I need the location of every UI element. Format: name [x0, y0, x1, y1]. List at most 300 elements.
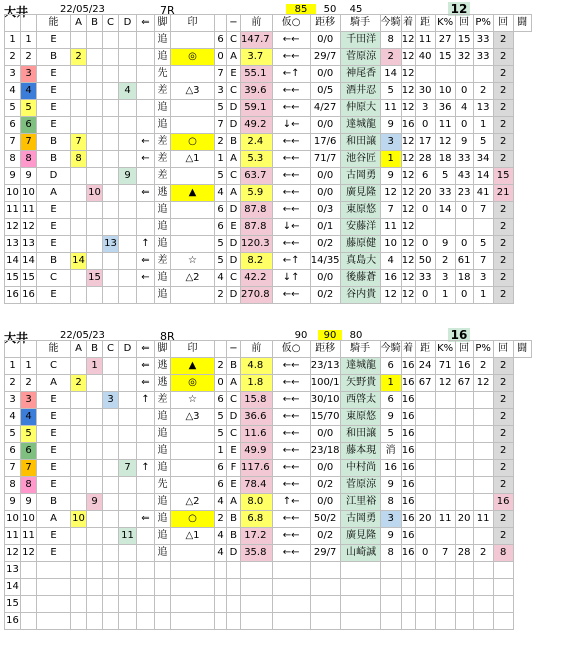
cell-p3: 7: [473, 253, 493, 270]
cell-ab: E: [37, 392, 71, 409]
cell-ch: 11: [380, 100, 401, 117]
cell-p3: 13: [473, 100, 493, 117]
cell-p: [227, 562, 241, 579]
cell-ch: 5: [380, 426, 401, 443]
cell-b: [87, 579, 103, 596]
cell-ds: 12: [401, 185, 415, 202]
race-table: [4, 14, 532, 304]
cell-ab: E: [37, 100, 71, 117]
row-number: 1: [5, 358, 21, 375]
cell-mk: ◎: [171, 49, 215, 66]
cell-f: 2: [493, 528, 513, 545]
cell-p3: 33: [473, 49, 493, 66]
cell-ab: B: [37, 494, 71, 511]
row-number: 3: [5, 392, 21, 409]
cell-arr: [137, 32, 155, 49]
table-row: [5, 375, 532, 392]
cell-a: [71, 494, 87, 511]
table-row: [5, 392, 532, 409]
cell-k2: 15: [435, 49, 455, 66]
cell-time: 8.2: [241, 253, 273, 270]
table-row: [5, 409, 532, 426]
cell-st: [155, 579, 171, 596]
cell-b: [87, 66, 103, 83]
cell-c: 3: [103, 392, 119, 409]
cell-p: C: [227, 83, 241, 100]
cell-ds: 16: [401, 528, 415, 545]
cell-f: 2: [493, 375, 513, 392]
cell-f: 16: [493, 494, 513, 511]
cell-now: 後藤蒼: [340, 270, 380, 287]
cell-f: 2: [493, 83, 513, 100]
cell-k2: [435, 613, 455, 630]
cell-ds: [401, 613, 415, 630]
cell-w: 11: [21, 528, 37, 545]
cell-p3: 11: [473, 511, 493, 528]
header-cell: 距移: [310, 341, 340, 358]
cell-ds: 12: [401, 253, 415, 270]
cell-time: 78.4: [241, 477, 273, 494]
cell-ch: 14: [380, 66, 401, 83]
cell-mk: △2: [171, 494, 215, 511]
cell-p3: [473, 477, 493, 494]
cell-mk: ☆: [171, 392, 215, 409]
cell-f: 2: [493, 270, 513, 287]
cell-f: [493, 562, 513, 579]
cell-f: 2: [493, 236, 513, 253]
cell-k: 20: [415, 511, 435, 528]
header-cell: 距移: [310, 15, 340, 32]
cell-arr: ←: [137, 270, 155, 287]
cell-arr: ↑: [137, 236, 155, 253]
cell-p2: [455, 596, 473, 613]
cell-st: 追: [155, 511, 171, 528]
cell-k: 28: [415, 151, 435, 168]
cell-jk: [310, 562, 340, 579]
cell-d: [119, 443, 137, 460]
cell-p3: [473, 409, 493, 426]
header-cell: 前: [241, 15, 273, 32]
cell-st: 追: [155, 545, 171, 562]
cell-w: 1: [21, 358, 37, 375]
cell-c: [103, 562, 119, 579]
cell-arr: ←: [137, 151, 155, 168]
cell-k2: [435, 528, 455, 545]
cell-st: 追: [155, 219, 171, 236]
cell-p2: 32: [455, 49, 473, 66]
cell-jk: 50/2: [310, 511, 340, 528]
cell-ds: 16: [401, 392, 415, 409]
cell-st: 追: [155, 270, 171, 287]
cell-mk: [171, 477, 215, 494]
cell-f: 2: [493, 151, 513, 168]
cell-dm: ←←: [272, 185, 310, 202]
cell-dm: ←←: [272, 49, 310, 66]
cell-a: [71, 270, 87, 287]
cell-p3: [473, 219, 493, 236]
cell-p3: [473, 494, 493, 511]
cell-m2: 1: [215, 151, 227, 168]
table-row: [5, 613, 532, 630]
cell-dm: ←←: [272, 134, 310, 151]
cell-dm: ←←: [272, 358, 310, 375]
cell-arr: [137, 117, 155, 134]
table-row: [5, 545, 532, 562]
header-cell: 前: [241, 341, 273, 358]
cell-f: 2: [493, 477, 513, 494]
header-cell: [5, 341, 21, 358]
cell-now: 菅原涼: [340, 49, 380, 66]
cell-time: 55.1: [241, 66, 273, 83]
cell-arr: ←: [137, 134, 155, 151]
header-cell: −: [227, 15, 241, 32]
cell-w: 1: [21, 32, 37, 49]
cell-jk: [310, 613, 340, 630]
cell-ds: 12: [401, 32, 415, 49]
cell-p2: 67: [455, 375, 473, 392]
cell-m2: 1: [215, 443, 227, 460]
cell-p2: [455, 460, 473, 477]
cell-ab: E: [37, 426, 71, 443]
cell-time: 270.8: [241, 287, 273, 304]
cell-a: [71, 596, 87, 613]
cell-f: [493, 613, 513, 630]
cell-mk: [171, 596, 215, 613]
cell-p2: 9: [455, 134, 473, 151]
cell-now: 山崎誠: [340, 545, 380, 562]
cell-jk: 29/7: [310, 49, 340, 66]
cell-f: [493, 596, 513, 613]
row-number: 12: [5, 545, 21, 562]
cell-p: B: [227, 134, 241, 151]
cell-ab: E: [37, 545, 71, 562]
cell-dm: ←←: [272, 287, 310, 304]
header-cell: A: [71, 15, 87, 32]
cell-ab: B: [37, 49, 71, 66]
table-row: [5, 83, 532, 100]
cell-jk: 0/0: [310, 66, 340, 83]
mark-h2: 50: [323, 4, 337, 15]
cell-d: [119, 392, 137, 409]
cell-jk: 0/0: [310, 426, 340, 443]
cell-p3: [473, 528, 493, 545]
cell-w: 12: [21, 545, 37, 562]
cell-k: [415, 579, 435, 596]
cell-p: D: [227, 545, 241, 562]
cell-dm: ←←: [272, 511, 310, 528]
cell-b: [87, 100, 103, 117]
cell-now: 廣見隆: [340, 185, 380, 202]
cell-k: [415, 426, 435, 443]
cell-ds: 12: [401, 219, 415, 236]
cell-w: 12: [21, 219, 37, 236]
cell-b: 15: [87, 270, 103, 287]
cell-dm: ←←: [272, 545, 310, 562]
cell-k2: 12: [435, 375, 455, 392]
cell-w: 9: [21, 168, 37, 185]
cell-b: [87, 545, 103, 562]
cell-c: [103, 528, 119, 545]
cell-w: [21, 562, 37, 579]
race-date: 22/05/23: [60, 4, 105, 15]
header-cell: ⇐: [137, 341, 155, 358]
cell-ab: E: [37, 460, 71, 477]
cell-ch: [380, 579, 401, 596]
cell-c: [103, 100, 119, 117]
cell-st: 差: [155, 392, 171, 409]
cell-ds: 12: [401, 270, 415, 287]
cell-ab: D: [37, 168, 71, 185]
cell-k2: 11: [435, 117, 455, 134]
cell-mk: [171, 287, 215, 304]
cell-k: [415, 409, 435, 426]
cell-k: 6: [415, 168, 435, 185]
cell-ds: 12: [401, 202, 415, 219]
cell-ab: E: [37, 443, 71, 460]
cell-ds: 16: [401, 426, 415, 443]
cell-k: 0: [415, 117, 435, 134]
dist-header: 12: [448, 2, 470, 16]
cell-c: 13: [103, 236, 119, 253]
cell-p3: [473, 579, 493, 596]
row-number: 15: [5, 270, 21, 287]
header-cell: [21, 15, 37, 32]
cell-p3: 1: [473, 117, 493, 134]
cell-w: 3: [21, 66, 37, 83]
cell-jk: 0/3: [310, 202, 340, 219]
cell-c: [103, 49, 119, 66]
cell-d: [119, 49, 137, 66]
row-number: 14: [5, 579, 21, 596]
cell-c: [103, 358, 119, 375]
cell-m2: 5: [215, 426, 227, 443]
row-number: 8: [5, 151, 21, 168]
cell-p: E: [227, 477, 241, 494]
cell-m2: 6: [215, 477, 227, 494]
cell-arr: ↑: [137, 392, 155, 409]
cell-p: A: [227, 375, 241, 392]
cell-p2: 0: [455, 236, 473, 253]
cell-p2: 0: [455, 117, 473, 134]
cell-jk: 0/0: [310, 494, 340, 511]
cell-ch: [380, 613, 401, 630]
cell-ds: 12: [401, 168, 415, 185]
cell-dm: ←←: [272, 202, 310, 219]
cell-st: 差: [155, 253, 171, 270]
cell-w: 5: [21, 426, 37, 443]
cell-b: [87, 117, 103, 134]
cell-m2: 5: [215, 253, 227, 270]
cell-m2: 4: [215, 270, 227, 287]
cell-p2: 0: [455, 202, 473, 219]
row-number: 1: [5, 32, 21, 49]
cell-p3: 5: [473, 236, 493, 253]
cell-p: C: [227, 32, 241, 49]
cell-w: 4: [21, 409, 37, 426]
cell-mk: [171, 236, 215, 253]
header-cell: −: [227, 341, 241, 358]
cell-dm: ←↑: [272, 253, 310, 270]
cell-b: [87, 49, 103, 66]
cell-k2: 71: [435, 358, 455, 375]
cell-k: 3: [415, 100, 435, 117]
cell-w: 8: [21, 151, 37, 168]
row-number: 6: [5, 117, 21, 134]
cell-ab: A: [37, 511, 71, 528]
cell-c: [103, 494, 119, 511]
cell-k2: 7: [435, 545, 455, 562]
cell-w: 2: [21, 375, 37, 392]
cell-b: [87, 151, 103, 168]
cell-w: [21, 579, 37, 596]
table-row: [5, 460, 532, 477]
cell-ds: 12: [401, 287, 415, 304]
cell-ab: E: [37, 66, 71, 83]
header-cell: 距: [415, 15, 435, 32]
cell-d: [119, 494, 137, 511]
cell-f: 2: [493, 100, 513, 117]
cell-m2: 0: [215, 375, 227, 392]
cell-ch: 6: [380, 392, 401, 409]
cell-m2: 2: [215, 287, 227, 304]
row-number: 8: [5, 477, 21, 494]
cell-now: 和田譲: [340, 426, 380, 443]
cell-ch: 8: [380, 545, 401, 562]
cell-w: 8: [21, 477, 37, 494]
cell-d: [119, 134, 137, 151]
header-cell: ⇐: [137, 15, 155, 32]
cell-p3: 7: [473, 202, 493, 219]
cell-st: 追: [155, 236, 171, 253]
cell-p3: 5: [473, 134, 493, 151]
cell-mk: ◎: [171, 375, 215, 392]
cell-b: [87, 32, 103, 49]
cell-d: 7: [119, 460, 137, 477]
table-row: [5, 117, 532, 134]
cell-time: 17.2: [241, 528, 273, 545]
cell-ds: 12: [401, 66, 415, 83]
cell-arr: [137, 579, 155, 596]
cell-p: D: [227, 117, 241, 134]
cell-now: 菅原涼: [340, 477, 380, 494]
cell-ch: 3: [380, 511, 401, 528]
cell-k: [415, 562, 435, 579]
cell-st: 逃: [155, 358, 171, 375]
cell-c: [103, 409, 119, 426]
cell-ds: 16: [401, 117, 415, 134]
cell-mk: [171, 443, 215, 460]
cell-p: B: [227, 528, 241, 545]
cell-now: [340, 579, 380, 596]
header-cell: 印: [171, 15, 215, 32]
cell-k2: 3: [435, 270, 455, 287]
cell-time: 8.0: [241, 494, 273, 511]
cell-mk: [171, 66, 215, 83]
cell-c: [103, 545, 119, 562]
cell-now: 和田譲: [340, 134, 380, 151]
cell-w: 2: [21, 49, 37, 66]
cell-c: [103, 151, 119, 168]
row-number: 3: [5, 66, 21, 83]
cell-ab: E: [37, 32, 71, 49]
cell-p3: 2: [473, 545, 493, 562]
cell-time: 87.8: [241, 202, 273, 219]
cell-ab: [37, 562, 71, 579]
cell-f: 2: [493, 511, 513, 528]
cell-mk: [171, 32, 215, 49]
cell-a: [71, 117, 87, 134]
cell-p2: [455, 66, 473, 83]
cell-ab: [37, 613, 71, 630]
cell-dm: [272, 579, 310, 596]
cell-dm: ←←: [272, 83, 310, 100]
cell-p: C: [227, 426, 241, 443]
cell-f: 2: [493, 253, 513, 270]
cell-a: [71, 100, 87, 117]
cell-d: [119, 287, 137, 304]
cell-c: [103, 219, 119, 236]
header-cell: 仮○: [272, 341, 310, 358]
cell-a: [71, 219, 87, 236]
cell-b: [87, 219, 103, 236]
cell-w: 9: [21, 494, 37, 511]
cell-jk: 30/10: [310, 392, 340, 409]
cell-mk: ▲: [171, 358, 215, 375]
cell-w: 3: [21, 392, 37, 409]
cell-p3: 41: [473, 185, 493, 202]
cell-now: [340, 562, 380, 579]
cell-time: 6.8: [241, 511, 273, 528]
cell-ch: 9: [380, 477, 401, 494]
cell-p2: 23: [455, 185, 473, 202]
cell-b: [87, 443, 103, 460]
cell-c: [103, 375, 119, 392]
cell-ab: B: [37, 151, 71, 168]
cell-a: [71, 562, 87, 579]
cell-ds: 16: [401, 443, 415, 460]
cell-w: 4: [21, 83, 37, 100]
cell-p: D: [227, 100, 241, 117]
cell-b: 9: [87, 494, 103, 511]
cell-b: 1: [87, 358, 103, 375]
cell-arr: [137, 494, 155, 511]
cell-time: 39.6: [241, 83, 273, 100]
row-number: 11: [5, 528, 21, 545]
cell-dm: ↓←: [272, 219, 310, 236]
table-row: [5, 49, 532, 66]
cell-now: 東原悠: [340, 409, 380, 426]
cell-p3: 3: [473, 270, 493, 287]
cell-arr: [137, 287, 155, 304]
cell-st: 追: [155, 117, 171, 134]
cell-ds: 16: [401, 477, 415, 494]
cell-mk: [171, 117, 215, 134]
cell-k2: 27: [435, 32, 455, 49]
cell-st: 追: [155, 409, 171, 426]
cell-a: [71, 185, 87, 202]
cell-time: 87.8: [241, 219, 273, 236]
cell-c: [103, 596, 119, 613]
cell-time: 59.1: [241, 100, 273, 117]
row-number: 6: [5, 443, 21, 460]
header-cell: P%: [473, 341, 493, 358]
cell-ch: 2: [380, 49, 401, 66]
cell-arr: [137, 83, 155, 100]
cell-ab: E: [37, 528, 71, 545]
cell-d: [119, 236, 137, 253]
cell-jk: 0/0: [310, 185, 340, 202]
cell-ab: B: [37, 134, 71, 151]
